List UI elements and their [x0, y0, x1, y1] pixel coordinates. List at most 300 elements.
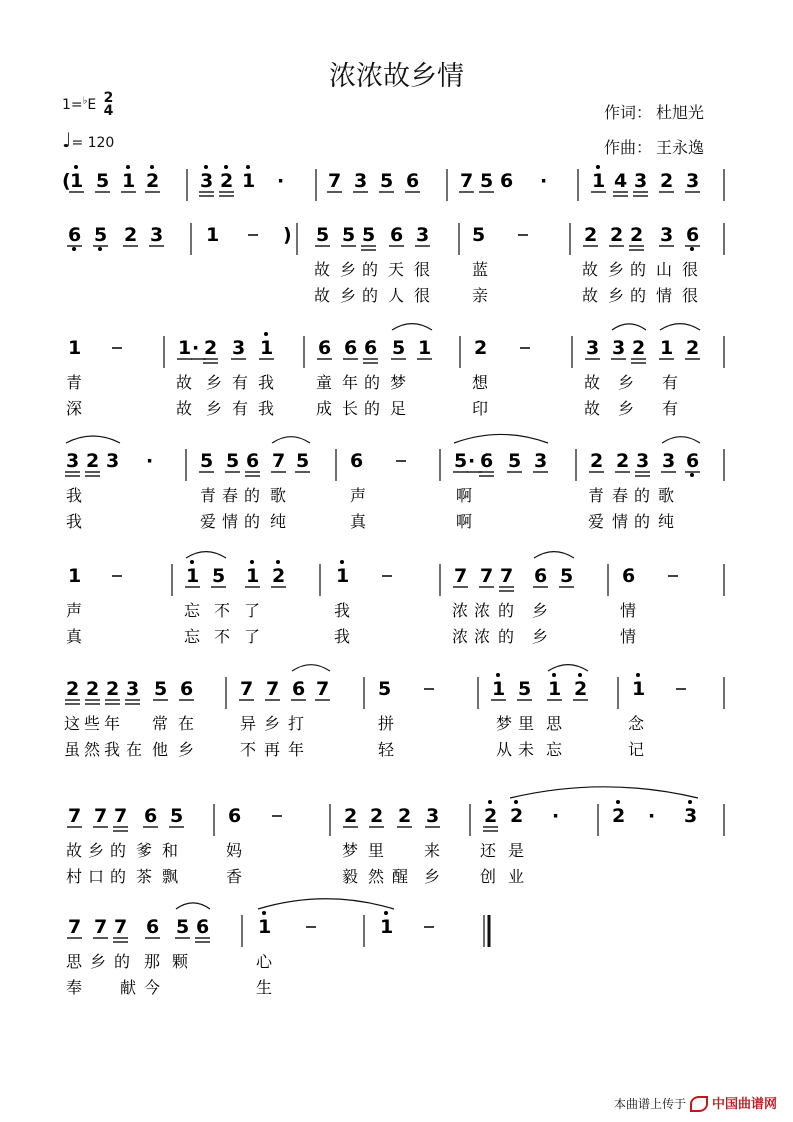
note: 7 [460, 170, 474, 192]
note: · [146, 450, 154, 472]
note: 6 [350, 450, 364, 472]
lyric-char: 的 [364, 373, 381, 392]
lyric-char: 轻 [378, 740, 395, 759]
octave-dot-low [690, 473, 694, 477]
note: 5 [342, 224, 356, 246]
note: 7 [500, 565, 514, 587]
lyric-char: 乡 [340, 260, 357, 279]
lyric-char: 常 [152, 714, 169, 733]
note: 6 [344, 337, 358, 359]
note: 1 [242, 170, 256, 192]
note: 5 [154, 678, 168, 700]
note: 2 [220, 170, 234, 192]
lyric-char: 青 [200, 486, 217, 505]
note: 1 [122, 170, 136, 192]
note: · [552, 805, 560, 827]
octave-dot-high [262, 911, 266, 915]
note: 6 [292, 678, 306, 700]
note: 7 [316, 678, 330, 700]
lyric-char: 我 [104, 740, 121, 759]
lyric-char: 浓 [452, 627, 469, 646]
lyric-char: 乡 [608, 286, 625, 305]
note: 5 [380, 170, 394, 192]
note: 2 [370, 805, 384, 827]
note: 5 [378, 678, 392, 700]
lyric-char: 情 [612, 512, 629, 531]
lyric-char: 颗 [172, 952, 189, 971]
note: 5 [362, 224, 376, 246]
note: 5 [176, 916, 190, 938]
lyric-char: 故 [582, 260, 599, 279]
lyric-char: 梦 [390, 373, 407, 392]
lyric-char: 情 [222, 512, 239, 531]
octave-dot-high [204, 165, 208, 169]
flat-sign: ♭ [82, 95, 88, 107]
note: 7 [272, 450, 286, 472]
lyric-char: 年 [104, 714, 121, 733]
lyric-char: 里 [518, 714, 535, 733]
lyric-char: 真 [350, 512, 367, 531]
lyric-char: 情 [620, 601, 637, 620]
lyric-char: 的 [634, 486, 651, 505]
lyric-char: 的 [362, 286, 379, 305]
octave-dot-high [384, 911, 388, 915]
note: 2 [574, 678, 588, 700]
lyric-char: 故 [582, 286, 599, 305]
note: 1 [68, 565, 82, 587]
note: 7 [240, 678, 254, 700]
note: 6 [390, 224, 404, 246]
lyric-char: 的 [498, 601, 515, 620]
slur [176, 903, 210, 909]
note: 1 [186, 565, 200, 587]
lyric-char: 深 [66, 399, 83, 418]
octave-dot-high [688, 800, 692, 804]
lyric-char: 的 [630, 260, 647, 279]
lyric-char: 再 [264, 740, 281, 759]
lyric-char: 乡 [206, 399, 223, 418]
lyric-char: 是 [508, 841, 525, 860]
lyric-char: 有 [662, 399, 679, 418]
lyric-char: 然 [368, 867, 385, 886]
lyric-char: 还 [480, 841, 497, 860]
note: 3 [660, 224, 674, 246]
octave-dot-high [578, 673, 582, 677]
upload-text: 本曲谱上传于 [613, 1096, 686, 1111]
lyric-char: 的 [498, 627, 515, 646]
note: 1 [206, 224, 220, 246]
note: 3 [634, 170, 648, 192]
lyric-char: 歌 [658, 486, 675, 505]
lyric-char: 未 [518, 740, 535, 759]
note: 6 [686, 224, 700, 246]
lyric-char: 的 [364, 399, 381, 418]
note: 3 [662, 450, 676, 472]
note: 5 [96, 170, 110, 192]
lyric-char: 长 [342, 399, 359, 418]
note: 3 [416, 224, 430, 246]
lyric-char: 亲 [472, 286, 489, 305]
lyric-char: 天 [388, 260, 405, 279]
note: 7 [94, 916, 108, 938]
octave-dot-high [264, 332, 268, 336]
lyric-char: 的 [114, 952, 131, 971]
note: 6 [146, 916, 160, 938]
note: 3 [684, 805, 698, 827]
lyric-char: 乡 [264, 714, 281, 733]
lyric-char: 创 [480, 867, 497, 886]
lyric-char: 乡 [206, 373, 223, 392]
octave-dot-high [596, 165, 600, 169]
lyric-char: 春 [612, 486, 629, 505]
lyric-char: 虽 [64, 740, 81, 759]
lyric-char: 了 [244, 601, 261, 620]
note: 3 [586, 337, 600, 359]
lyric-char: 声 [350, 486, 367, 505]
note: 2 [510, 805, 524, 827]
note: 5 [508, 450, 522, 472]
lyric-char: 纯 [658, 512, 675, 531]
note: 5 [560, 565, 574, 587]
lyric-char: 浓 [474, 601, 491, 620]
note: 6 [318, 337, 332, 359]
time-top: 2 [103, 90, 114, 106]
lyric-char: 爱 [588, 512, 605, 531]
note: 3 [150, 224, 164, 246]
lyric-char: 妈 [226, 841, 243, 860]
note: 1 [380, 916, 394, 938]
lyric-char: 打 [288, 714, 305, 733]
slur [392, 324, 432, 330]
slur [534, 552, 574, 558]
note: 6 [180, 678, 194, 700]
lyric-char: 故 [584, 373, 601, 392]
lyric-char: 乡 [424, 867, 441, 886]
composer-label: 作曲： [604, 138, 653, 157]
note: 5 [480, 170, 494, 192]
lyric-char: 人 [388, 286, 405, 305]
lyric-char: 浓 [474, 627, 491, 646]
slur [454, 434, 548, 443]
note: 1 [258, 916, 272, 938]
note: 5 [296, 450, 310, 472]
note: 1 [68, 337, 82, 359]
lyric-char: 业 [508, 867, 525, 886]
lyric-char: 年 [288, 740, 305, 759]
lyric-char: 乡 [618, 373, 635, 392]
quarter-note-icon: ♩ [62, 128, 72, 152]
note: 2 [686, 337, 700, 359]
octave-dot-low [72, 247, 76, 251]
slur [186, 552, 226, 558]
lyric-char: 不 [214, 601, 231, 620]
lyric-char: 的 [630, 286, 647, 305]
octave-dot-high [496, 673, 500, 677]
lyric-char: 念 [628, 714, 645, 733]
note: 6 [144, 805, 158, 827]
note: 5 [94, 224, 108, 246]
note: 7 [114, 805, 128, 827]
note: 1 [418, 337, 432, 359]
lyric-char: 记 [628, 740, 645, 759]
note: 2 [86, 678, 100, 700]
lyric-char: 异 [240, 714, 257, 733]
note: 2 [204, 337, 218, 359]
lyric-char: 献 [120, 978, 137, 997]
note: 3 [200, 170, 214, 192]
lyric-char: 梦 [342, 841, 359, 860]
lyric-char: 我 [258, 399, 275, 418]
lyric-char: 口 [88, 867, 105, 886]
lyric-char: 爹 [136, 841, 153, 860]
lyric-char: 有 [232, 373, 249, 392]
lyric-char: 很 [682, 260, 699, 279]
lyric-char: 心 [256, 952, 273, 971]
lyric-char: 香 [226, 867, 243, 886]
lyric-char: 情 [656, 286, 673, 305]
note: 2 [272, 565, 286, 587]
site-logo-icon [690, 1096, 708, 1112]
octave-dot-high [74, 165, 78, 169]
note: 5 [200, 450, 214, 472]
lyric-char: 想 [472, 373, 489, 392]
octave-dot-high [246, 165, 250, 169]
note: 2 [398, 805, 412, 827]
lyric-char: 我 [258, 373, 275, 392]
slur [258, 899, 394, 909]
note: 7 [68, 916, 82, 938]
note: 2 [344, 805, 358, 827]
note: 3 [426, 805, 440, 827]
lyric-char: 浓 [452, 601, 469, 620]
octave-dot-low [98, 247, 102, 251]
lyric-char: 我 [334, 601, 351, 620]
lyric-char: 纯 [270, 512, 287, 531]
note: 6 [500, 170, 514, 192]
lyric-char: 乡 [532, 627, 549, 646]
lyric-char: 在 [126, 740, 143, 759]
octave-dot-high [616, 800, 620, 804]
note: 2 [590, 450, 604, 472]
note: · [468, 450, 476, 472]
note: 6 [534, 565, 548, 587]
octave-dot-low [690, 247, 694, 251]
note: 1 [260, 337, 274, 359]
lyric-char: 成 [316, 399, 333, 418]
lyric-char: 拼 [378, 714, 395, 733]
lyric-char: 这 [64, 714, 81, 733]
lyric-char: 蓝 [472, 260, 489, 279]
lyric-char: 的 [110, 867, 127, 886]
note: 3 [636, 450, 650, 472]
note: 2 [616, 450, 630, 472]
lyric-char: 故 [176, 399, 193, 418]
lyricist-name: 杜旭光 [656, 103, 705, 122]
lyric-char: 青 [66, 373, 83, 392]
octave-dot-high [552, 673, 556, 677]
page-title: 浓浓故乡情 [329, 61, 464, 92]
lyric-char: 的 [362, 260, 379, 279]
lyric-char: 很 [682, 286, 699, 305]
lyric-char: 有 [232, 399, 249, 418]
footer [614, 1093, 777, 1113]
site-brand: 中国曲谱网 [711, 1096, 777, 1112]
lyric-char: 里 [368, 841, 385, 860]
note: 2 [612, 805, 626, 827]
note: 6 [228, 805, 242, 827]
octave-dot-high [276, 560, 280, 564]
note: 2 [610, 224, 624, 246]
lyric-char: 乡 [178, 740, 195, 759]
note: 5 [212, 565, 226, 587]
octave-dot-high [190, 560, 194, 564]
slur [548, 665, 588, 671]
note: 2 [474, 337, 488, 359]
lyric-char: 了 [244, 627, 261, 646]
note: 6 [68, 224, 82, 246]
note: 7 [328, 170, 342, 192]
lyric-char: 的 [634, 512, 651, 531]
octave-dot-high [488, 800, 492, 804]
slur [612, 324, 646, 330]
lyric-char: 情 [620, 627, 637, 646]
slur [292, 665, 330, 671]
lyric-char: 毅 [342, 867, 359, 886]
note: 1 [548, 678, 562, 700]
note: 2 [86, 450, 100, 472]
note: 3 [686, 170, 700, 192]
octave-dot-high [126, 165, 130, 169]
lyric-char: 有 [662, 373, 679, 392]
lyric-char: 我 [66, 512, 83, 531]
octave-dot-high [340, 560, 344, 564]
note: 7 [94, 805, 108, 827]
lyric-char: 啊 [456, 486, 473, 505]
octave-dot-high [636, 673, 640, 677]
tempo-value: = 120 [71, 135, 115, 151]
note: 7 [480, 565, 494, 587]
lyric-char: 声 [66, 601, 83, 620]
note: 6 [686, 450, 700, 472]
note: 2 [124, 224, 138, 246]
note: 2 [630, 224, 644, 246]
composer-name: 王永逸 [656, 138, 705, 157]
note: 1 [246, 565, 260, 587]
note: 5 [170, 805, 184, 827]
note: 7 [68, 805, 82, 827]
lyric-char: 思 [66, 952, 83, 971]
lyric-char: 不 [240, 740, 257, 759]
note: · [540, 170, 548, 192]
note: 3 [126, 678, 140, 700]
note: 2 [632, 337, 646, 359]
note: 1 [592, 170, 606, 192]
octave-dot-high [250, 560, 254, 564]
lyric-char: 真 [66, 627, 83, 646]
lyric-char: 很 [414, 286, 431, 305]
note: 2 [584, 224, 598, 246]
octave-dot-high [150, 165, 154, 169]
lyric-char: 今 [144, 978, 161, 997]
note: · [277, 170, 285, 192]
note: 2 [146, 170, 160, 192]
lyric-char: 飘 [162, 867, 179, 886]
lyric-char: 奉 [66, 978, 83, 997]
slur [662, 437, 700, 443]
note: 6 [480, 450, 494, 472]
note: 2 [66, 678, 80, 700]
note: 5 [454, 450, 468, 472]
lyric-char: 在 [178, 714, 195, 733]
octave-dot-high [514, 800, 518, 804]
lyric-char: 茶 [136, 867, 153, 886]
lyric-char: 故 [176, 373, 193, 392]
note: 7 [266, 678, 280, 700]
slur [66, 436, 120, 443]
lyric-char: 春 [222, 486, 239, 505]
note: 2 [660, 170, 674, 192]
note: 3 [232, 337, 246, 359]
lyric-char: 很 [414, 260, 431, 279]
lyric-char: 乡 [608, 260, 625, 279]
note: 3 [106, 450, 120, 472]
note: 2 [484, 805, 498, 827]
note: 2 [106, 678, 120, 700]
lyric-char: 忘 [546, 740, 563, 759]
lyricist-label: 作词： [604, 103, 653, 122]
note: 7 [114, 916, 128, 938]
lyric-char: 来 [424, 841, 441, 860]
lyric-char: 乡 [340, 286, 357, 305]
note: 1 [70, 170, 84, 192]
note: 7 [454, 565, 468, 587]
key-label: 1= [62, 97, 83, 113]
note: 6 [246, 450, 260, 472]
lyric-char: 和 [162, 841, 179, 860]
lyric-char: 梦 [496, 714, 513, 733]
note: 1 [660, 337, 674, 359]
lyric-char: 思 [546, 714, 563, 733]
note: 6 [622, 565, 636, 587]
lyric-char: 乡 [88, 841, 105, 860]
lyric-char: 的 [110, 841, 127, 860]
lyric-char: 青 [588, 486, 605, 505]
lyric-char: 乡 [532, 601, 549, 620]
slur [510, 787, 698, 798]
lyric-char: 乡 [90, 952, 107, 971]
note: 1 [492, 678, 506, 700]
lyric-char: 啊 [456, 512, 473, 531]
time-bottom: 4 [103, 103, 114, 119]
lyric-char: 不 [214, 627, 231, 646]
lyric-char: 忘 [184, 601, 201, 620]
note: 5 [472, 224, 486, 246]
note: 3 [534, 450, 548, 472]
lyric-char: 故 [584, 399, 601, 418]
note: 1 [632, 678, 646, 700]
note: 3 [612, 337, 626, 359]
lyric-char: 忘 [184, 627, 201, 646]
note: 3 [354, 170, 368, 192]
lyric-char: 从 [496, 740, 513, 759]
lyric-char: 故 [314, 286, 331, 305]
lyric-char: 乡 [618, 399, 635, 418]
lyric-char: 年 [342, 373, 359, 392]
lyric-char: 印 [472, 399, 489, 418]
note: 6 [196, 916, 210, 938]
lyric-char: 足 [390, 399, 407, 418]
lyric-char: 村 [66, 867, 83, 886]
